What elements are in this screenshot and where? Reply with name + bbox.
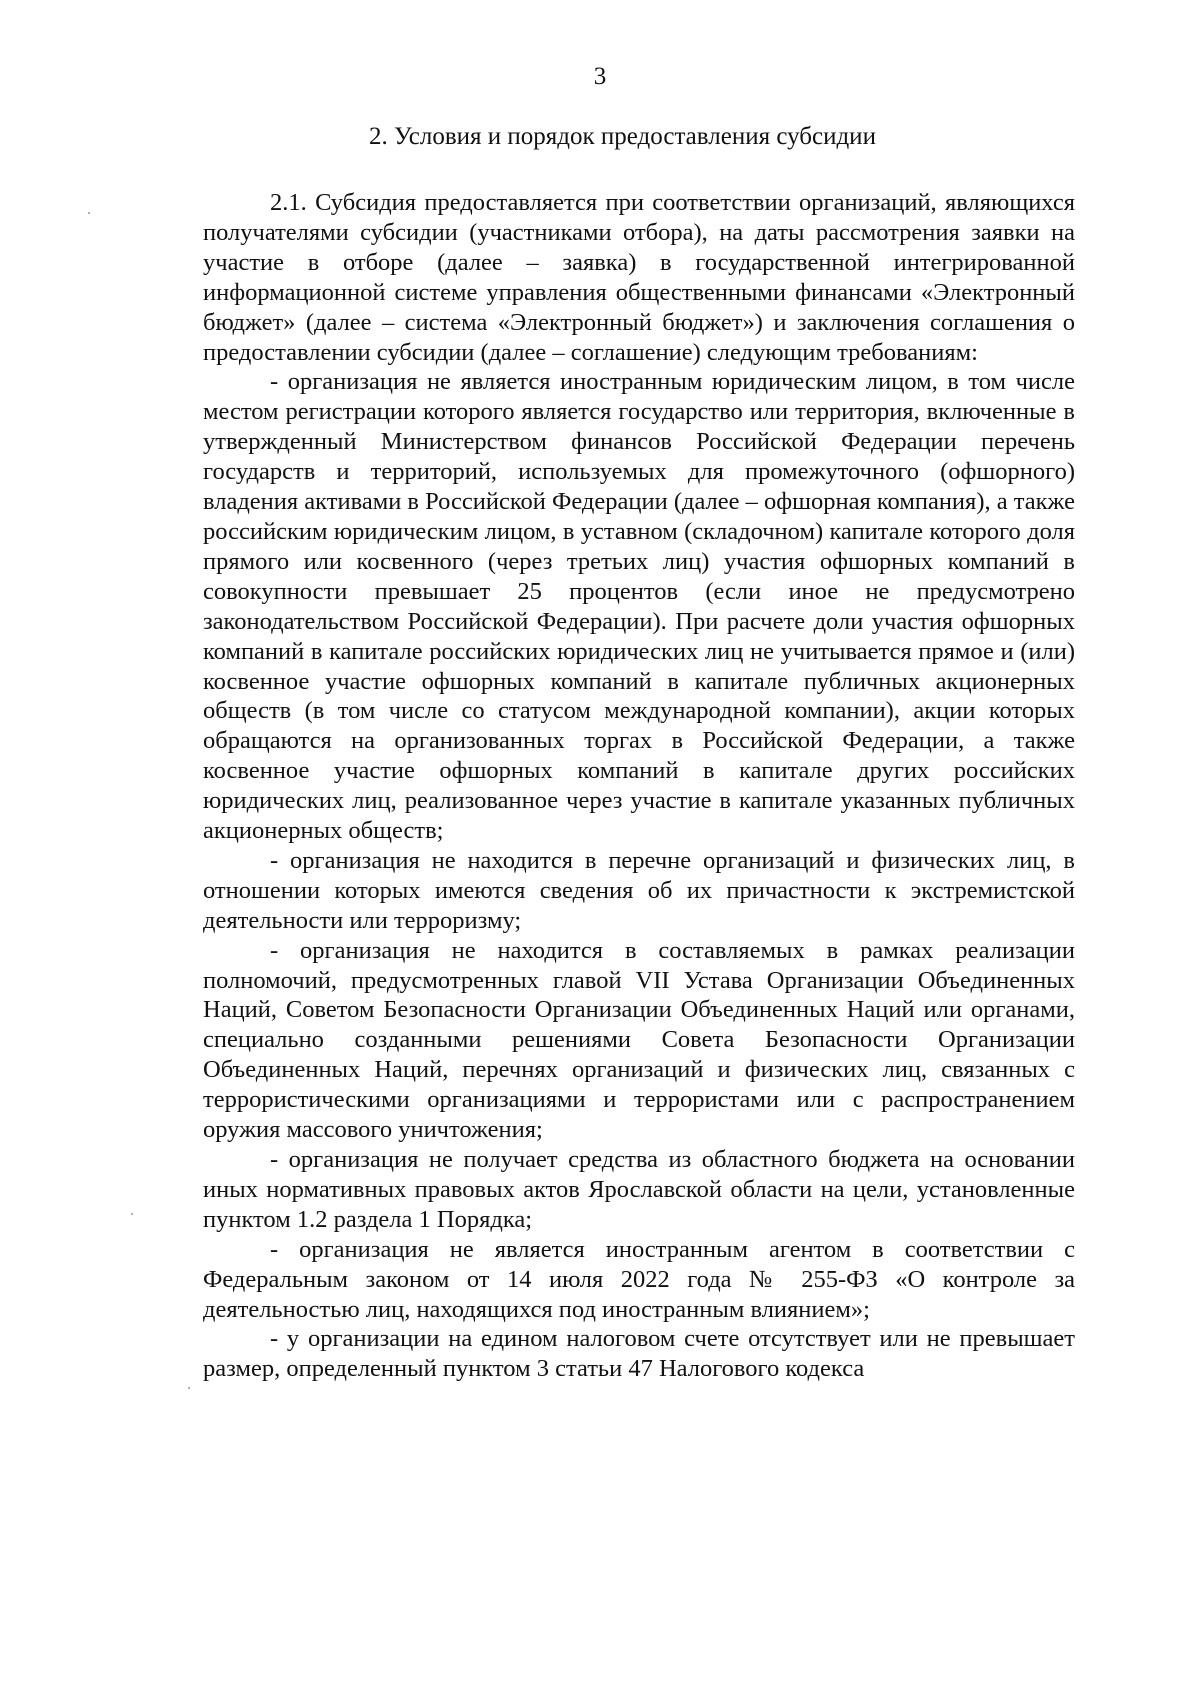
- document-body: [203, 188, 1075, 1384]
- paragraph-tax-account-requirement: - у организации на едином налоговом счете отсутствует или не превышает размер, определенный пунктом 3 статьи 47 Налогового кодекса: [203, 1325, 1075, 1383]
- paragraph-un-sanctions-requirement: - организация не находится в составляемых в рамках реализации полномочий, предусмотренных главой VII Устава Организации Объединенных Наций, Советом Безопасности Организации Объединенных Наций или органами, специально созданными решениями Совета Безопасности Организации Объединенных Наций, перечнях организаций и физических лиц, связанных с террористическими организациями и террористами или с распространением оружия массового уничтожения;: [203, 936, 1075, 1144]
- paragraph-extremism-requirement: - организация не находится в перечне организаций и физических лиц, в отношении которых имеются сведения об их причастности к экстремистской деятельности или терроризму;: [203, 846, 1075, 934]
- paragraph-2-1: 2.1. Субсидия предоставляется при соответствии организаций, являющихся получателями субсидии (участниками отбора), на даты рассмотрения заявки на участие в отборе (далее – заявка) в государственной интегрированной информационной системе управления общественными финансами «Электронный бюджет» (далее – система «Электронный бюджет») и заключения соглашения о предоставлении субсидии (далее – соглашение) следующим требованиям:: [203, 189, 1075, 366]
- section-title: 2. Условия и порядок предоставления субсидии: [369, 123, 876, 150]
- scan-speck: [88, 212, 90, 214]
- page-number: 3: [593, 63, 607, 90]
- scan-speck: [131, 1213, 133, 1215]
- paragraph-foreign-agent-requirement: - организация не является иностранным агентом в соответствии с Федеральным законом от 14 июля 2022 года № 255-ФЗ «О контроле за деятельностью лиц, находящихся под иностранным влиянием»;: [203, 1235, 1075, 1323]
- scan-speck: [188, 1387, 190, 1389]
- paragraph-regional-budget-requirement: - организация не получает средства из областного бюджета на основании иных нормативных правовых актов Ярославской области на цели, установленные пунктом 1.2 раздела 1 Порядка;: [203, 1146, 1075, 1233]
- paragraph-offshore-requirement: - организация не является иностранным юридическим лицом, в том числе местом регистрации которого является государство или территория, включенные в утвержденный Министерством финансов Российской Федерации перечень государств и территорий, используемых для промежуточного (офшорного) владения активами в Российской Федерации (далее – офшорная компания), а также российским юридическим лицом, в уставном (складочном) капитале которого доля прямого или косвенного (через третьих лиц) участия офшорных компаний в совокупности превышает 25 процентов (если иное не предусмотрено законодательством Российской Федерации). При расчете доли участия офшорных компаний в капитале российских юридических лиц не учитывается прямое и (или) косвенное участие офшорных компаний в капитале публичных акционерных обществ (в том числе со статусом международной компании), акции которых обращаются на организованных торгах в Российской Федерации, а также косвенное участие офшорных компаний в капитале других российских юридических лиц, реализованное через участие в капитале указанных публичных акционерных обществ;: [203, 368, 1075, 845]
